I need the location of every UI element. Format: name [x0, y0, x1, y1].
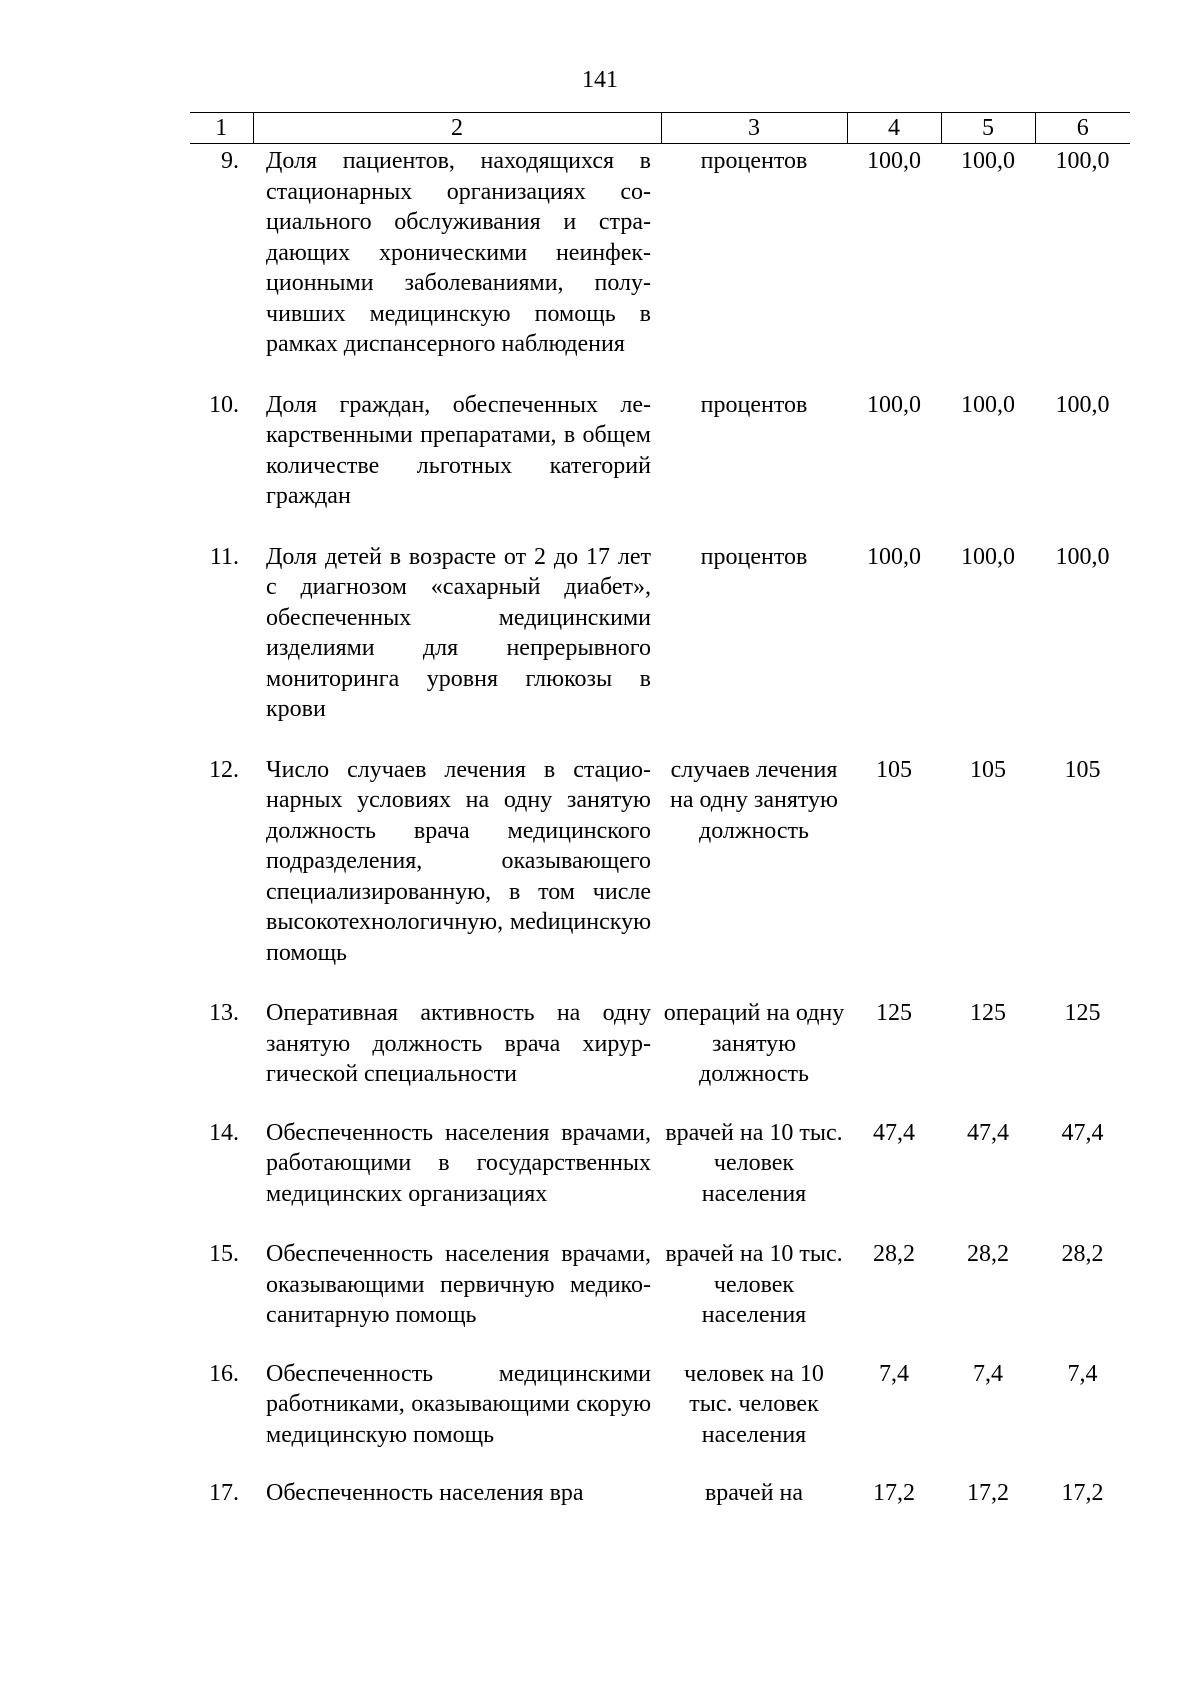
value-col-5: 17,2 — [967, 1480, 1009, 1506]
indicator-name: Доля пациентов, находящихся в стационарных организациях социального обслуживания и страдающих хроническими неинфекционными заболеваниями, получивших медицинскую помощь в рамках диспансерного наблюдения — [266, 148, 651, 357]
value-col-5: 47,4 — [967, 1119, 1009, 1146]
table-row — [190, 998, 1130, 1118]
value-col-6: 17,2 — [1061, 1480, 1104, 1506]
value-col-5: 125 — [970, 1000, 1006, 1026]
indicator-name: Доля детей в возрасте от 2 до 17 лет с диагнозом «сахарный диабет», обеспеченных медицинскими изделиями для непрерывного мониторинга уровня глюкозы в крови — [266, 543, 651, 722]
row-number: 13. — [209, 1000, 239, 1026]
indicator-name: Доля граждан, обеспеченных лекарственными препаратами, в общем количестве льготных категорий граждан — [266, 391, 651, 509]
value-col-6: 105 — [1064, 756, 1101, 783]
indicator-name: Обеспеченность населения врачами, работающими в государственных медицинских организациях — [266, 1119, 651, 1207]
row-number: 11. — [209, 543, 239, 570]
indicator-name: Число случаев лечения в стационарных условиях на одну занятую должность врача медицинского подразделения, оказывающего специализированную, в том числе высокотехнологичную, меdицинскую помощь — [266, 756, 651, 966]
value-col-5: 100,0 — [961, 391, 1015, 418]
unit-of-measure: процентов — [700, 543, 808, 570]
unit-of-measure: врачей на 10 тыс. человек населения — [665, 1119, 843, 1207]
value-col-4: 100,0 — [867, 148, 921, 174]
unit-of-measure: врачей на — [704, 1480, 804, 1506]
indicator-name: Обеспеченность населения врачами, оказывающими первичную медико-санитарную помощь — [266, 1241, 651, 1328]
value-col-6: 100,0 — [1055, 543, 1110, 570]
value-col-6: 47,4 — [1061, 1119, 1104, 1146]
column-header-1: 1 — [190, 113, 253, 144]
value-col-6: 7,4 — [1067, 1360, 1098, 1387]
value-col-4: 125 — [876, 1000, 912, 1026]
table-row — [190, 1478, 1130, 1509]
value-col-4: 100,0 — [867, 543, 921, 570]
row-number: 16. — [209, 1360, 239, 1387]
value-col-6: 125 — [1064, 1000, 1101, 1026]
value-col-6: 28,2 — [1061, 1241, 1104, 1267]
table-row — [190, 1239, 1130, 1359]
value-col-5: 105 — [970, 756, 1006, 783]
table-row — [190, 390, 1130, 542]
unit-of-measure: процентов — [700, 148, 808, 174]
column-header-2: 2 — [253, 113, 661, 144]
row-number: 15. — [209, 1241, 239, 1267]
indicator-name: Оперативная активность на одну занятую должность врача хирургической специальности — [266, 1000, 651, 1087]
indicator-name: Обеспеченность населения вра — [266, 1480, 584, 1506]
value-col-4: 7,4 — [879, 1360, 909, 1387]
value-col-5: 7,4 — [973, 1360, 1003, 1387]
value-col-6: 100,0 — [1055, 148, 1110, 174]
column-header-6: 6 — [1035, 113, 1130, 144]
value-col-4: 28,2 — [873, 1241, 915, 1267]
value-col-4: 105 — [876, 756, 912, 783]
row-number: 12. — [209, 756, 239, 783]
unit-of-measure: случаев лечения на одну занятую должность — [670, 756, 838, 844]
table-row — [190, 755, 1130, 999]
value-col-5: 100,0 — [961, 148, 1015, 174]
value-col-4: 47,4 — [873, 1119, 915, 1146]
value-col-4: 100,0 — [867, 391, 921, 418]
value-col-4: 17,2 — [873, 1480, 915, 1506]
value-col-5: 100,0 — [961, 543, 1015, 570]
unit-of-measure: врачей на 10 тыс. человек населения — [665, 1241, 843, 1328]
column-header-3: 3 — [661, 113, 847, 144]
table-row — [190, 1118, 1130, 1240]
row-number: 9. — [221, 148, 239, 174]
unit-of-measure: операций на одну занятую должность — [663, 1000, 845, 1087]
value-col-5: 28,2 — [967, 1241, 1009, 1267]
table-row — [190, 144, 1130, 390]
row-number: 17. — [209, 1480, 239, 1506]
unit-of-measure: человек на 10 тыс. человек населения — [684, 1360, 824, 1448]
table-header-row — [190, 113, 1130, 144]
table-row — [190, 542, 1130, 755]
value-col-6: 100,0 — [1055, 391, 1110, 418]
row-number: 14. — [209, 1119, 239, 1146]
page-number: 141 — [582, 67, 618, 93]
column-header-4: 4 — [847, 113, 941, 144]
indicators-table — [190, 112, 1130, 1509]
unit-of-measure: процентов — [700, 391, 808, 418]
indicator-name: Обеспеченность медицинскими работниками, оказывающими скорую медицинскую помощь — [266, 1360, 651, 1448]
table-row — [190, 1359, 1130, 1479]
row-number: 10. — [209, 391, 239, 418]
column-header-5: 5 — [941, 113, 1035, 144]
